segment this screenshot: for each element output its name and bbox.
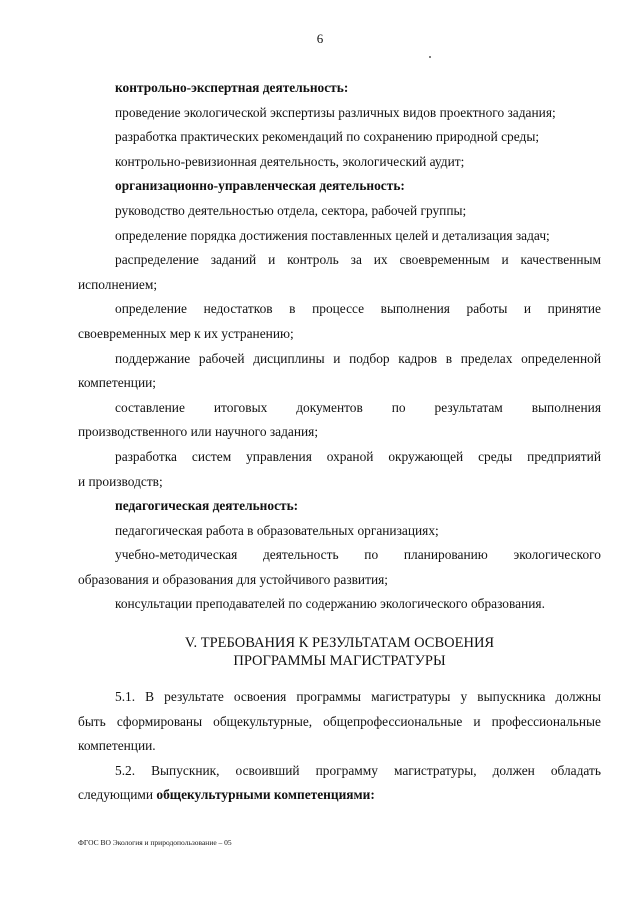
list-item: определение порядка достижения поставленных целей и детализация задач; xyxy=(115,227,550,243)
list-item: определение недостатков в процессе выполнения работы и принятие xyxy=(115,301,601,317)
paragraph-5-1-line: 5.1. В результате освоения программы магистратуры у выпускника должны xyxy=(115,689,601,705)
list-item-continuation: своевременных мер к их устранению; xyxy=(78,325,294,341)
list-item: педагогическая работа в образовательных организациях; xyxy=(115,522,439,538)
activity-heading-pedagogical: педагогическая деятельность: xyxy=(115,498,299,514)
list-item: проведение экологической экспертизы различных видов проектного задания; xyxy=(115,104,556,120)
section-heading-line-1: V. ТРЕБОВАНИЯ К РЕЗУЛЬТАТАМ ОСВОЕНИЯ xyxy=(184,635,495,652)
list-item-continuation: и производств; xyxy=(78,473,163,489)
list-item-continuation: исполнением; xyxy=(78,276,158,292)
document-body xyxy=(78,76,601,808)
list-item: контрольно-ревизионная деятельность, экологический аудит; xyxy=(115,153,465,169)
general-cultural-competencies-term: общекультурными компетенциями: xyxy=(156,787,375,803)
list-item: разработка систем управления охраной окружающей среды предприятий xyxy=(115,448,601,464)
list-item-continuation: производственного или научного задания; xyxy=(78,424,319,440)
list-item: составление итоговых документов по результатам выполнения xyxy=(115,399,601,415)
list-item: разработка практических рекомендаций по сохранению природной среды; xyxy=(115,129,540,145)
list-item: руководство деятельностью отдела, сектора, рабочей группы; xyxy=(115,202,467,218)
list-item: поддержание рабочей дисциплины и подбор кадров в пределах определенной xyxy=(115,350,601,366)
document-footer: ФГОС ВО Экология и природопользование – 05 xyxy=(78,838,232,847)
list-item: учебно-методическая деятельность по планированию экологического xyxy=(115,547,601,563)
list-item: распределение заданий и контроль за их своевременным и качественным xyxy=(115,252,601,268)
list-item-continuation: компетенции; xyxy=(78,375,157,391)
activity-heading-organizational: организационно-управленческая деятельность: xyxy=(115,178,405,194)
scan-speck xyxy=(429,56,431,58)
section-heading-line-2: ПРОГРАММЫ МАГИСТРАТУРЫ xyxy=(233,653,446,670)
list-item: консультации преподавателей по содержанию экологического образования. xyxy=(115,596,545,612)
page-number: 6 xyxy=(316,31,324,46)
paragraph-5-2-text: следующими xyxy=(78,787,157,803)
paragraph-5-2-line xyxy=(78,783,601,808)
paragraph-5-1-line: быть сформированы общекультурные, общепрофессиональные и профессиональные xyxy=(78,713,601,729)
paragraph-5-2-line: 5.2. Выпускник, освоивший программу магистратуры, должен обладать xyxy=(115,762,601,778)
activity-heading-control-expert: контрольно-экспертная деятельность: xyxy=(115,80,349,95)
list-item-continuation: образования и образования для устойчивого развития; xyxy=(78,571,388,587)
paragraph-5-1-line: компетенции. xyxy=(78,738,156,754)
